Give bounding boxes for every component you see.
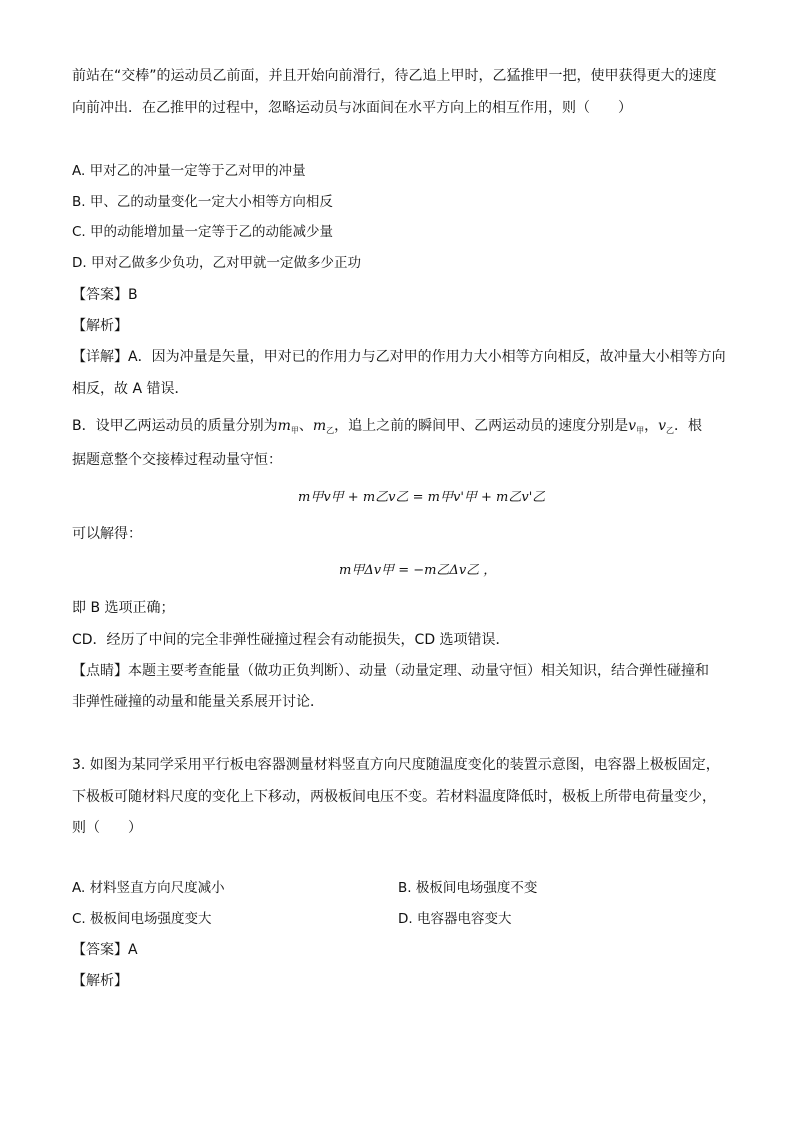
q2-b-line-1-post: ．根 bbox=[674, 418, 703, 434]
q2-option-b: B. 甲、乙的动量变化一定大小相等方向相反 bbox=[72, 194, 333, 210]
mass-jia-symbol: $m_甲$ bbox=[277, 418, 299, 435]
q3-option-d: D. 电容器电容变大 bbox=[398, 911, 512, 927]
q3-analysis-label: 【解析】 bbox=[72, 973, 128, 989]
q3-option-c: C. 极板间电场强度变大 bbox=[72, 911, 212, 927]
q2-comment-line-1: 【点睛】本题主要考查能量（做功正负判断）、动量（动量定理、动量守恒）相关知识，结合弹性碰撞和 bbox=[72, 663, 709, 679]
q3-option-a: A. 材料竖直方向尺度减小 bbox=[72, 880, 225, 896]
q3-option-b: B. 极板间电场强度不变 bbox=[398, 880, 538, 896]
momentum-change-equation: m甲Δv甲 = −m乙Δv乙 ， bbox=[339, 563, 497, 578]
q3-stem-line-1: 3. 如图为某同学采用平行板电容器测量材料竖直方向尺度随温度变化的装置示意图，电容器上极板固定， bbox=[72, 757, 720, 773]
q2-cd-line: CD．经历了中间的完全非弹性碰撞过程会有动能损失，CD 选项错误． bbox=[72, 632, 510, 648]
q2-b-line-2: 据题意整个交接棒过程动量守恒： bbox=[72, 452, 282, 468]
q2-comment-line-2: 非弹性碰撞的动量和能量关系展开讨论． bbox=[72, 694, 324, 710]
q2-b-line-1 bbox=[72, 416, 702, 441]
q2-stem-line-1: 前站在“交棒”的运动员乙前面，并且开始向前滑行，待乙追上甲时，乙猛推甲一把，使甲获得更大的速度 bbox=[72, 68, 717, 84]
q2-detail-line-1: 【详解】A．因为冲量是矢量，甲对已的作用力与乙对甲的作用力大小相等方向相反，故冲量大小相等方向 bbox=[72, 349, 726, 365]
q2-b-line-1-mid: ，追上之前的瞬间甲、乙两运动员的速度分别是 bbox=[334, 418, 629, 434]
q2-stem-line-2: 向前冲出．在乙推甲的过程中，忽略运动员与冰面间在水平方向上的相互作用，则（ ） bbox=[72, 100, 632, 116]
q2-b-correct: 即 B 选项正确； bbox=[72, 600, 175, 616]
q2-analysis-label: 【解析】 bbox=[72, 318, 128, 334]
q3-answer: 【答案】A bbox=[72, 942, 138, 958]
q2-b-sep-2: ， bbox=[644, 418, 659, 434]
q2-option-c: C. 甲的动能增加量一定等于乙的动能减少量 bbox=[72, 224, 334, 240]
q2-option-d: D. 甲对乙做多少负功，乙对甲就一定做多少正功 bbox=[72, 255, 361, 271]
velocity-jia-symbol: $v_甲$ bbox=[628, 418, 645, 435]
q2-b-sep-1: 、 bbox=[298, 418, 313, 434]
mass-yi-symbol: $m_乙$ bbox=[312, 418, 335, 435]
q2-answer: 【答案】B bbox=[72, 287, 138, 303]
q3-stem-line-3: 则（ ） bbox=[72, 820, 142, 836]
q3-stem-line-2: 下极板可随材料尺度的变化上下移动，两极板间电压不变。若材料温度降低时，极板上所带电荷量变少， bbox=[72, 789, 716, 805]
q2-detail-line-2: 相反，故 A 错误． bbox=[72, 381, 189, 397]
q2-option-a: A. 甲对乙的冲量一定等于乙对甲的冲量 bbox=[72, 163, 306, 179]
momentum-conservation-equation: m甲v甲 + m乙v乙 = m甲v'甲 + m乙v'乙 bbox=[298, 490, 546, 505]
velocity-yi-symbol: $v_乙$ bbox=[658, 418, 675, 435]
q2-b-line-1-pre: B．设甲乙两运动员的质量分别为 bbox=[72, 418, 278, 434]
q2-solve-text: 可以解得： bbox=[72, 526, 142, 542]
